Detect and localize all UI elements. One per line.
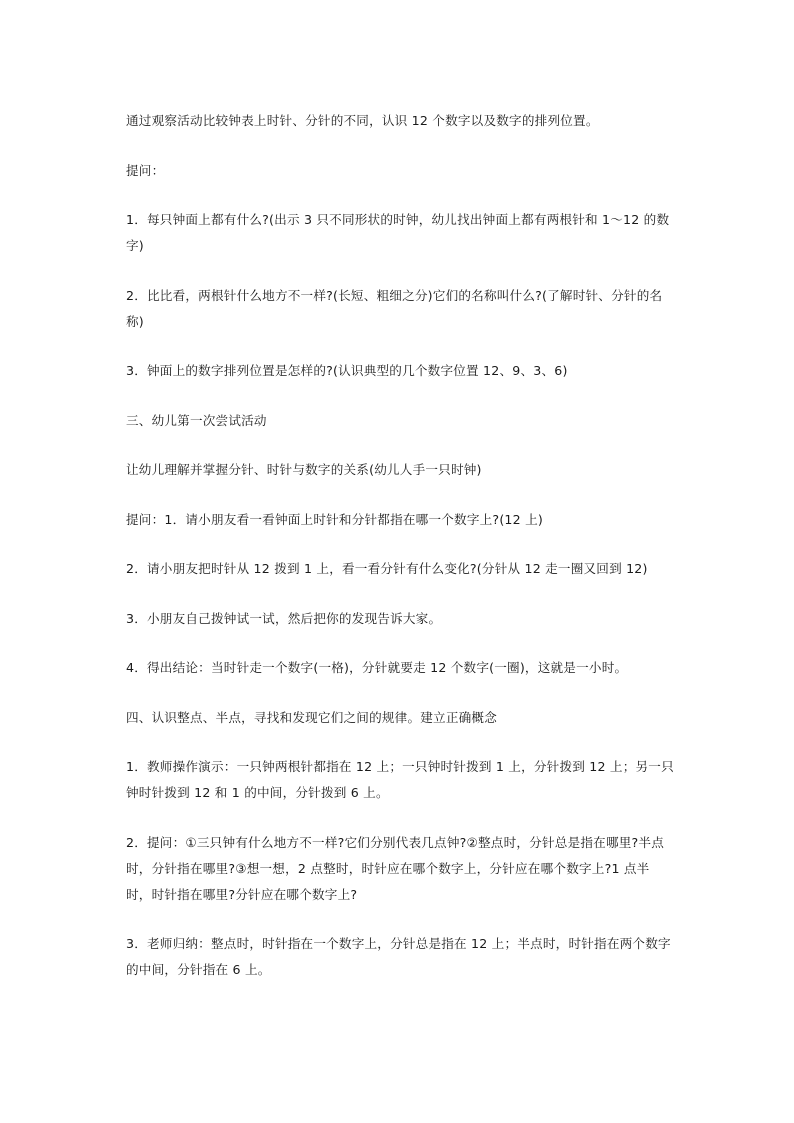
- question-heading: 提问：: [126, 162, 165, 178]
- section-3-item-2: 2．请小朋友把时针从 12 拨到 1 上，看一看分针有什么变化?(分针从 12 走一圈又回到 12): [126, 561, 648, 576]
- section-4-item-2: 2．提问：①三只钟有什么地方不一样?它们分别代表几点钟?②整点时，分针总是指在哪里?半点时，分针指在哪里?③想一想，2 点整时，时针应在哪个数字上，分针应在哪个数字上?1 点半时，时针指在哪里?分针应在哪个数字上?: [126, 834, 665, 902]
- section-4-item-1: 1．教师操作演示：一只钟两根针都指在 12 上；一只钟时针拨到 1 上，分针拨到 12 上；另一只钟时针拨到 12 和 1 的中间，分针拨到 6 上。: [126, 759, 674, 800]
- section-3-intro: 让幼儿理解并掌握分针、时针与数字的关系(幼儿人手一只时钟): [126, 462, 482, 477]
- section-3-item-4: 4．得出结论：当时针走一个数字(一格)，分针就要走 12 个数字(一圈)，这就是一小时。: [126, 660, 628, 675]
- question-item-1: 1．每只钟面上都有什么?(出示 3 只不同形状的时钟，幼儿找出钟面上都有两根针和 1～12 的数字): [126, 212, 670, 253]
- question-item-2: 2．比比看，两根针什么地方不一样?(长短、粗细之分)它们的名称叫什么?(了解时针、分针的名称): [126, 287, 663, 329]
- section-heading-3: 三、幼儿第一次尝试活动: [126, 412, 267, 428]
- section-heading-4: 四、认识整点、半点，寻找和发现它们之间的规律。建立正确概念: [126, 709, 498, 725]
- intro-paragraph: 通过观察活动比较钟表上时针、分针的不同，认识 12 个数字以及数字的排列位置。: [126, 113, 599, 128]
- section-3-item-1: 提问：1．请小朋友看一看钟面上时针和分针都指在哪一个数字上?(12 上): [126, 511, 543, 527]
- question-item-3: 3．钟面上的数字排列位置是怎样的?(认识典型的几个数字位置 12、9、3、6): [126, 363, 568, 378]
- section-4-item-3: 3．老师归纳：整点时，时针指在一个数字上，分针总是指在 12 上；半点时，时针指在两个数字的中间，分针指在 6 上。: [126, 936, 671, 977]
- document-page: [126, 108, 674, 1007]
- section-3-item-3: 3．小朋友自己拨钟试一试，然后把你的发现告诉大家。: [126, 610, 442, 626]
